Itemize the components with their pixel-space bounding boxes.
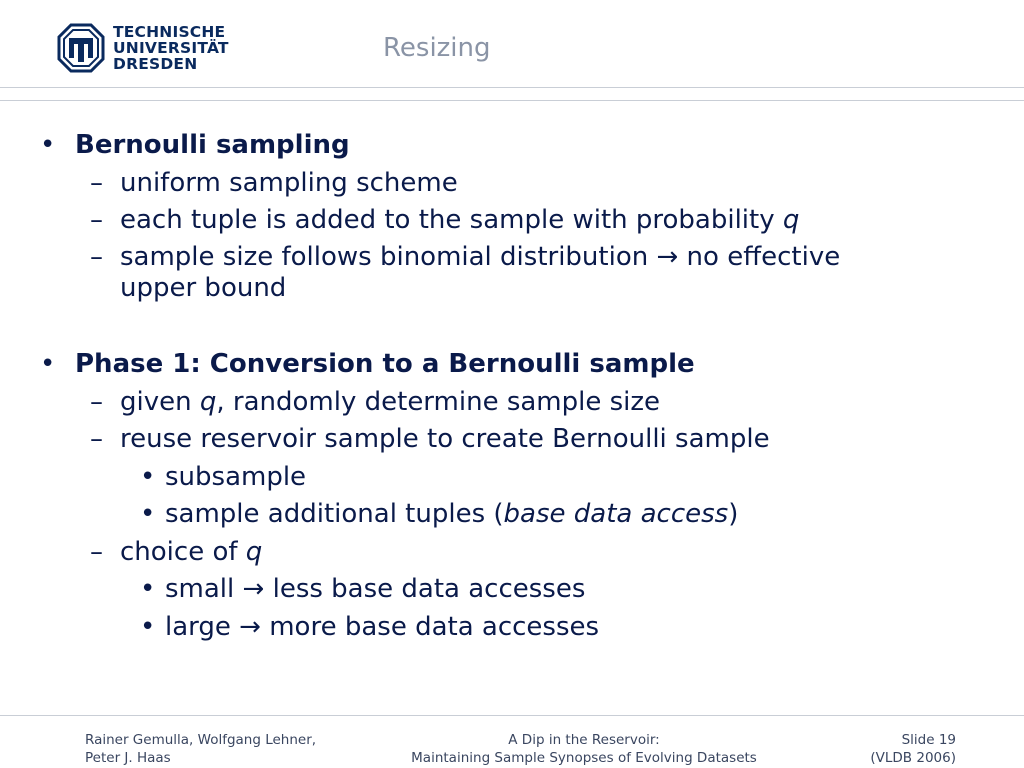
dash-marker: – — [90, 242, 103, 272]
bullet-marker: • — [40, 349, 56, 379]
dash-marker: – — [90, 537, 103, 567]
dash-marker: – — [90, 168, 103, 198]
sub-sub-item-text: subsample — [165, 462, 307, 492]
arrow-right-icon: → — [242, 574, 265, 604]
footer-authors — [85, 731, 316, 767]
arrow-right-icon: → — [656, 242, 679, 272]
slide-title: Resizing — [383, 33, 491, 63]
sub-item-text: sample size follows binomial distribution → no effective upper bound — [120, 242, 841, 303]
sub-item-text: given q, randomly determine sample size — [120, 387, 661, 417]
tu-dresden-emblem-icon — [57, 23, 105, 73]
bullet-marker: • — [140, 612, 156, 642]
header-rule-upper — [0, 87, 1024, 88]
bullet-marker: • — [140, 574, 156, 604]
dash-marker: – — [90, 387, 103, 417]
sub-sub-item-text: sample additional tuples (base data access) — [165, 499, 739, 529]
footer-title-line-2: Maintaining Sample Synopses of Evolving Datasets — [411, 750, 757, 766]
bullet-title: Phase 1: Conversion to a Bernoulli sample — [75, 349, 695, 379]
variable-q: q — [199, 387, 217, 417]
sub-item-text: each tuple is added to the sample with probability q — [120, 205, 800, 235]
sub-sub-item-text: small → less base data accesses — [165, 574, 586, 604]
logo-line-2: UNIVERSITÄT — [113, 39, 229, 57]
arrow-right-icon: → — [239, 612, 261, 642]
logo-wordmark — [113, 24, 229, 72]
dash-marker: – — [90, 424, 103, 454]
university-logo — [57, 23, 229, 73]
variable-q: q — [245, 537, 263, 567]
sub-sub-item-text: large → more base data accesses — [165, 612, 600, 642]
variable-q: q — [782, 205, 800, 235]
footer-slide-number — [870, 731, 956, 767]
logo-line-3: DRESDEN — [113, 55, 198, 73]
footer-authors-line-2: Peter J. Haas — [85, 750, 171, 766]
footer-paper-title — [384, 731, 784, 767]
bullet-marker: • — [140, 499, 156, 529]
footer-authors-line-1: Rainer Gemulla, Wolfgang Lehner, — [85, 732, 317, 748]
header-rule-lower — [0, 100, 1024, 101]
sub-item-text: choice of q — [120, 537, 263, 567]
sub-item-text: reuse reservoir sample to create Bernoulli sample — [120, 424, 770, 454]
bullet-title: Bernoulli sampling — [75, 130, 350, 160]
footer-title-line-1: A Dip in the Reservoir: — [508, 732, 660, 748]
bullet-marker: • — [40, 130, 56, 160]
slide-header — [0, 0, 1024, 100]
logo-line-1: TECHNISCHE — [113, 23, 226, 41]
dash-marker: – — [90, 205, 103, 235]
sub-item-text: uniform sampling scheme — [120, 168, 458, 198]
footer-slide-line-2: (VLDB 2006) — [870, 750, 956, 766]
footer-rule — [0, 715, 1024, 716]
bullet-marker: • — [140, 462, 156, 492]
footer-slide-line-1: Slide 19 — [901, 732, 956, 748]
